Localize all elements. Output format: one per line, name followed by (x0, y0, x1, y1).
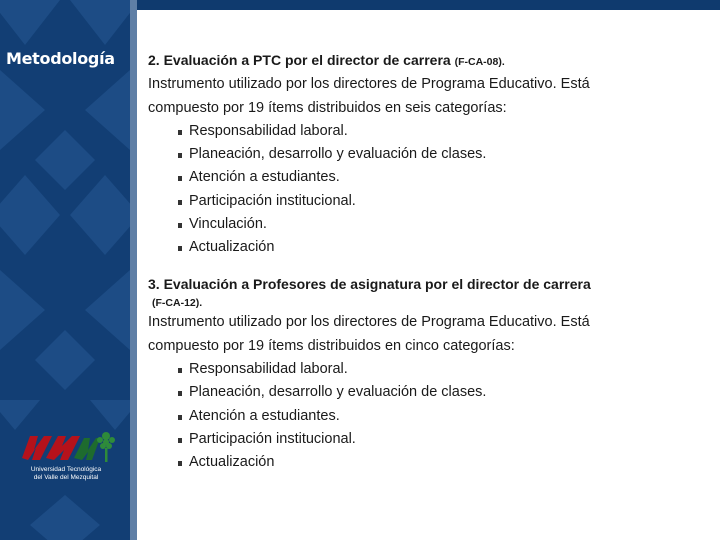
university-logo (18, 428, 118, 468)
section-2-title: 2. Evaluación a PTC por el director de carrera (148, 52, 451, 68)
list-item: Participación institucional. (176, 428, 708, 451)
section-2 (148, 49, 708, 259)
section-3-heading: 3. Evaluación a Profesores de asignatura por el director de carrera (148, 276, 591, 293)
section-2-code: (F-CA-08). (454, 56, 505, 68)
list-item: Actualización (176, 451, 708, 474)
list-item: Atención a estudiantes. (176, 166, 708, 189)
section-3-description-line1: Instrumento utilizado por los directores de Programa Educativo. Está (148, 314, 590, 331)
list-item: Atención a estudiantes. (176, 405, 708, 428)
list-item: Actualización (176, 236, 708, 259)
section-3-description-line2: compuesto por 19 ítems distribuidos en cinco categorías: (148, 337, 515, 354)
list-item: Planeación, desarrollo y evaluación de clases. (176, 143, 708, 166)
section-3-list (148, 358, 708, 474)
section-3-code: (F-CA-12). (152, 297, 203, 310)
list-item: Responsabilidad laboral. (176, 120, 708, 143)
section-2-list (148, 120, 708, 259)
list-item: Responsabilidad laboral. (176, 358, 708, 381)
logo-caption-line1: Universidad Tecnológica (30, 466, 102, 473)
list-item: Participación institucional. (176, 190, 708, 213)
section-2-description-line1: Instrumento utilizado por los directores de Programa Educativo. Está (148, 76, 590, 92)
list-item: Planeación, desarrollo y evaluación de clases. (176, 381, 708, 404)
slide-content (148, 49, 708, 474)
logo-caption-line2: del Valle del Mezquital (33, 474, 99, 481)
section-3 (148, 273, 708, 474)
sidebar-title: Metodología (6, 49, 115, 68)
logo-caption (8, 466, 124, 482)
sidebar (0, 0, 130, 540)
section-2-description-line2: compuesto por 19 ítems distribuidos en seis categorías: (148, 99, 507, 116)
list-item: Vinculación. (176, 213, 708, 236)
section-2-heading (148, 49, 708, 73)
divider-strip (130, 0, 137, 540)
tree-icon (97, 432, 115, 462)
